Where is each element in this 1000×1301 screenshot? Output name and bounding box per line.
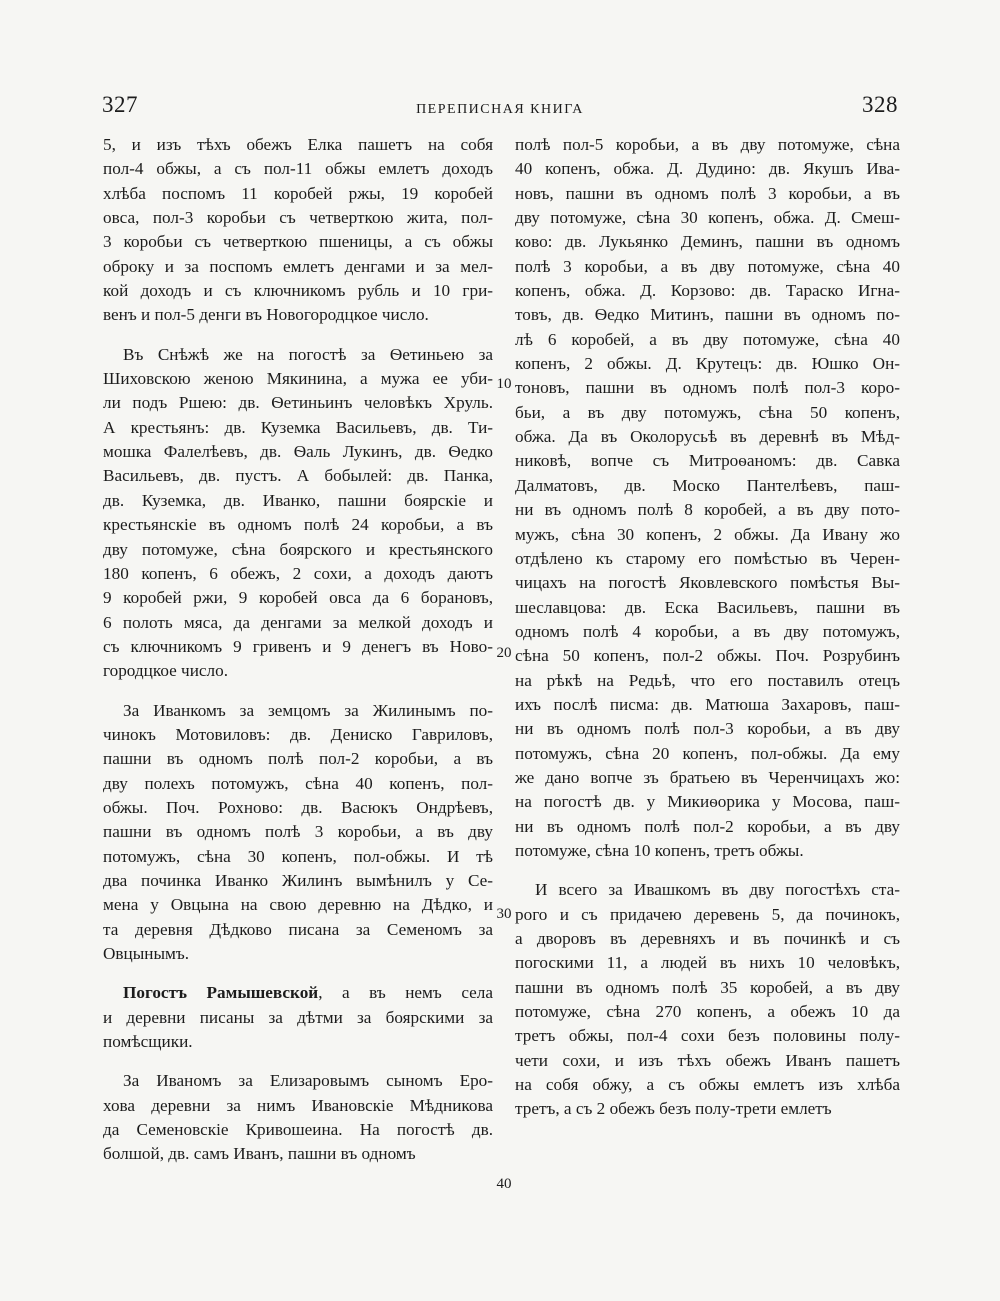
line-number-marker: 30	[496, 906, 512, 922]
text-line: никовѣ, вопче съ Митроѳаномъ: дв. Савка	[515, 451, 900, 471]
text-line: венъ и пол-5 денги въ Новогородцкое число.	[103, 305, 429, 325]
text-line: новъ, пашни въ одномъ полѣ 3 коробьи, а въ	[515, 183, 900, 203]
text-line: сѣна 50 копенъ, пол-2 обжы. Поч. Розрубинъ	[515, 646, 900, 666]
text-line: овса, пол-3 коробьи съ четверткою жита, пол-	[103, 208, 493, 228]
text-line: кой доходъ и съ ключникомъ рубль и 10 гри-	[103, 281, 493, 301]
text-line: съ ключникомъ 9 гривенъ и 9 денегъ въ Ново-	[103, 636, 493, 656]
text-line: полѣ пол-5 коробьи, а въ дву потомуже, сѣна	[515, 135, 900, 154]
text-line: а дворовъ въ деревняхъ и въ починкѣ и съ	[515, 929, 900, 948]
text-line: Овцынымъ.	[103, 944, 190, 963]
text-line: 6 полоть мяса, да денгами за мелкой доходъ и	[103, 612, 493, 632]
text-line: потомужъ, сѣна 20 копенъ, пол-обжы. Да ему	[515, 743, 900, 763]
text-line: да Семеновскіе Кривошеина. На погостѣ дв.	[103, 1120, 493, 1140]
paragraph	[103, 1069, 493, 1166]
heading-continuation: , а въ немъ села	[318, 983, 493, 1003]
page-number-left: 327	[102, 92, 138, 117]
text-line: 40 копенъ, обжа. Д. Дудино: дв. Якушъ Ива-	[515, 159, 900, 179]
left-text-column	[103, 133, 493, 1167]
text-line: ково: дв. Лукьянко Деминъ, пашни въ одномъ	[515, 232, 900, 252]
text-line: лѣ 6 коробей, а въ дву потомуже, сѣна 40	[515, 329, 900, 349]
text-line: на погостѣ дв. у Микиѳорика у Мосова, паш-	[515, 792, 900, 812]
text-line: третъ обжы, пол-4 сохи безъ половины полу-	[515, 1026, 900, 1046]
text-line: Въ Снѣжѣ же на погостѣ за Ѳетиньею за	[123, 344, 493, 364]
line-number-marker: 10	[496, 376, 512, 392]
paragraph	[515, 878, 900, 1121]
text-line: на рѣкѣ на Редьѣ, что его поставилъ отецъ	[515, 670, 900, 690]
text-line: потомуже, сѣна 270 копенъ, а обежъ 10 да	[515, 1002, 900, 1022]
text-line: чицахъ на погостѣ Яковлевского помѣстья Вы-	[515, 573, 900, 593]
right-text-column	[515, 133, 900, 1122]
text-line: рого и съ придачею деревень 5, да починокъ,	[515, 904, 900, 924]
text-line: погоскими 11, а людей въ нихъ 10 человѣкъ,	[515, 953, 900, 973]
page-number-right: 328	[862, 92, 898, 117]
text-line: и деревни писаны за дѣтми за боярскими за	[103, 1007, 493, 1027]
text-line: отдѣлено къ старому его помѣстью въ Черен-	[515, 548, 900, 568]
text-line: болшой, дв. самъ Иванъ, пашни въ одномъ	[103, 1144, 416, 1164]
text-line: обжа. Да въ Околорусьѣ въ деревнѣ въ Мѣд-	[515, 427, 900, 447]
text-line: товъ, дв. Ѳедко Митинъ, пашни въ одномъ по-	[515, 305, 900, 325]
section-heading: Погостъ Рамышевской	[123, 983, 319, 1003]
text-line: ихъ послѣ писма: дв. Матюша Захаровъ, паш-	[515, 694, 900, 714]
text-line: на собя обжу, а съ обжы емлетъ изъ хлѣба	[515, 1075, 900, 1095]
line-number-marker: 40	[496, 1176, 512, 1192]
text-line: дв. Куземка, дв. Иванко, пашни боярскіе и	[103, 490, 493, 510]
text-line: хлѣба поспомъ 11 коробей ржы, 19 коробей	[103, 183, 493, 203]
text-line: та деревня Дѣдково писана за Семеномъ за	[103, 919, 493, 939]
text-line: потомужъ, сѣна 30 копенъ, пол-обжы. И тѣ	[103, 846, 493, 866]
text-line: оброку и за поспомъ емлетъ денгами и за мел-	[103, 256, 493, 276]
paragraph	[515, 133, 900, 863]
text-line: ни въ одномъ полѣ пол-2 коробьи, а въ дву	[515, 816, 900, 836]
paragraph	[103, 981, 493, 1054]
text-line	[103, 981, 493, 1005]
text-line: ли подъ Ршею: дв. Ѳетиньинъ человѣкъ Хруль.	[103, 393, 493, 413]
text-line: помѣсщики.	[103, 1032, 193, 1052]
text-line: дву полехъ потомужъ, сѣна 40 копенъ, пол-	[103, 773, 493, 793]
text-line: 180 копенъ, 6 обежъ, 2 сохи, а доходъ даютъ	[103, 563, 493, 583]
text-line: крестьянскіе въ одномъ полѣ 24 коробьи, а въ	[103, 515, 493, 535]
text-line: пашни въ одномъ полѣ 3 коробьи, а въ дву	[103, 822, 493, 842]
text-line: чинокъ Мотовиловъ: дв. Дениско Гавриловъ,	[103, 724, 493, 744]
text-line: хова деревни за нимъ Ивановскіе Мѣдникова	[103, 1095, 493, 1115]
paragraph	[103, 699, 493, 967]
text-line: третъ, а съ 2 обежъ безъ полу-трети емлетъ	[515, 1099, 832, 1119]
text-line: 3 коробьи съ четверткою пшеницы, а съ обжы	[103, 232, 493, 252]
paragraph	[103, 133, 493, 328]
text-line: два починка Иванко Жилинъ вымѣнилъ у Се-	[103, 870, 493, 890]
text-line: Далматовъ, дв. Моско Пантелѣевъ, паш-	[515, 475, 900, 495]
text-line: За Иваномъ за Елизаровымъ сыномъ Еро-	[123, 1071, 493, 1091]
text-line: шеславцова: дв. Еска Васильевъ, пашни въ	[515, 597, 900, 617]
paragraph	[103, 343, 493, 684]
text-line: ни въ одномъ полѣ пол-3 коробьи, а въ дву	[515, 719, 900, 739]
text-line: полѣ 3 коробьи, а въ дву потомуже, сѣна 40	[515, 256, 900, 276]
text-line: мошка Фалелѣевъ, дв. Ѳаль Лукинъ, дв. Ѳедко	[103, 442, 493, 462]
text-line: 5, и изъ тѣхъ обежъ Елка пашетъ на собя	[103, 135, 493, 154]
text-line: пашни въ одномъ полѣ пол-2 коробьи, а въ	[103, 749, 493, 769]
text-line: чети сохи, и изъ тѣхъ обежъ Иванъ пашетъ	[515, 1050, 900, 1070]
text-line: пол-4 обжы, а съ пол-11 обжы емлетъ доходъ	[103, 159, 493, 179]
text-line: мена у Овцына на свою деревню на Дѣдко, и	[103, 895, 493, 915]
text-line: 9 коробей ржи, 9 коробей овса да 6 борановъ,	[103, 588, 493, 608]
text-line: Шиховскою женою Мякинина, а мужа ее уби-	[103, 369, 493, 389]
text-line: копенъ, обжа. Д. Корзово: дв. Тараско Игна-	[515, 281, 900, 301]
text-line: копенъ, 2 обжы. Д. Крутецъ: дв. Юшко Он-	[515, 354, 900, 374]
text-line: тоновъ, пашни въ одномъ полѣ пол-3 коро-	[515, 378, 900, 398]
text-line: пашни въ одномъ полѣ 35 коробей, а въ дву	[515, 977, 900, 997]
running-title: ПЕРЕПИСНАЯ КНИГА	[416, 102, 584, 117]
text-line: А крестьянъ: дв. Куземка Васильевъ, дв. Ти-	[103, 417, 493, 437]
text-line: И всего за Ивашкомъ въ дву погостѣхъ ста-	[535, 880, 900, 900]
text-line: дву потомуже, сѣна боярского и крестьянского	[103, 539, 493, 559]
text-line: обжы. Поч. Рохново: дв. Васюкъ Ондрѣевъ,	[103, 797, 493, 817]
text-line: городцкое число.	[103, 661, 228, 681]
text-line: потомуже, сѣна 10 копенъ, третъ обжы.	[515, 840, 804, 860]
text-line: бьи, а въ дву потомужъ, сѣна 50 копенъ,	[515, 402, 900, 422]
text-line: мужъ, сѣна 30 копенъ, 2 обжы. Да Ивану жо	[515, 524, 900, 544]
text-line: одномъ полѣ 4 коробьи, а въ дву потомужъ,	[515, 621, 900, 641]
line-number-marker: 20	[496, 645, 512, 661]
text-line: же дано вопче зъ братьею въ Черенчицахъ жо:	[515, 767, 900, 787]
text-line: Васильевъ, дв. пустъ. А бобылей: дв. Панка,	[103, 466, 493, 486]
text-line: дву потомуже, сѣна 30 копенъ, обжа. Д. Смеш-	[515, 208, 900, 228]
text-line: За Иванкомъ за земцомъ за Жилинымъ по-	[123, 700, 493, 720]
text-line: ни въ одномъ полѣ 8 коробей, а въ дву пото-	[515, 500, 900, 520]
